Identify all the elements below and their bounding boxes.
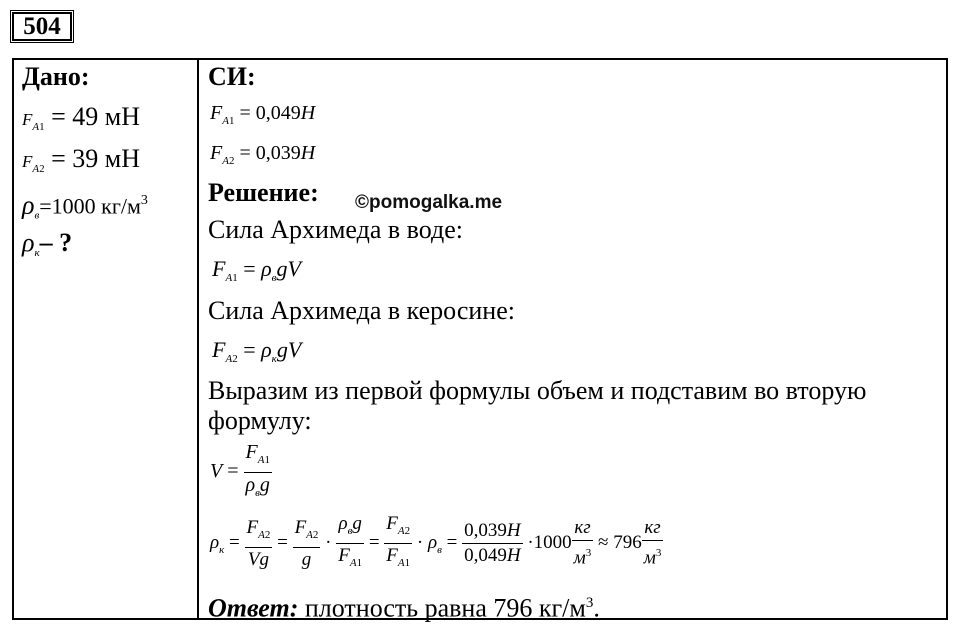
given-rho-water: $\rho_в=1000$ $кг/м^3$ [22,190,148,222]
si-fa1-value: = 0,049 [239,102,301,124]
solution-heading: Решение: [208,178,319,207]
column-divider [197,58,199,620]
given-rho-kerosene-value: – ? [39,228,73,257]
solution-line-formula: формулу: [208,406,312,435]
given-heading: Дано: [22,62,90,91]
si-fa2: $F_{A2} = 0,039H$ [210,142,316,167]
si-fa2-value: = 0,039 [239,142,301,164]
given-rho-water-exp: 3 [140,193,148,208]
answer-text: плотность равна 796 кг/м [298,593,586,623]
si-fa2-unit: H [300,142,316,164]
answer-end: . [593,593,600,623]
given-rho-water-value: =1000 кг/м [39,193,141,219]
formula-fa2: $F_{A2} = \rho_кgV$ [212,337,302,365]
given-fa1: $F_A1 = 49$ мН [22,102,141,133]
formula-rho-kerosene: $\rho_к$ = $\frac{F_{A2}}{Vg}$ = $\frac{F_{A2}}{g}$ · $\frac{\rho_вg}{F_{A1}}$ = $\frac{F_{A2}}{F_{A1}}$ · $\rho_в$ = $\frac{0,039H}{0,049H}$ ·1000 $\frac{кг}{м^3}$ ≈ 796 $\frac{кг}{м^3}$ [210,513,662,570]
formula-volume: V = $\frac{F_{A1}}{\rho_вg}$ [210,441,270,499]
given-fa2: $F_A2 = 39$ мН [22,144,141,175]
solution-line-water: Сила Архимеда в воде: [208,215,463,244]
problem-number: 504 [12,12,72,41]
answer-line [208,588,600,624]
formula-fa1: $F_{A1} = \rho_вgV$ [212,256,301,284]
si-heading: СИ: [208,62,256,91]
answer-label: Ответ: [208,593,299,623]
given-fa1-value: = 49 мН [51,102,141,131]
si-fa1-unit: H [300,102,316,124]
solution-line-express: Выразим из первой формулы объем и подставим во вторую [208,376,867,405]
si-fa1: $F_{A1} = 0,049H$ [210,102,316,127]
answer-exp: 3 [585,595,594,611]
watermark: ©pomogalka.me [355,192,503,213]
solution-line-kerosene: Сила Архимеда в керосине: [208,296,515,325]
given-fa2-value: = 39 мН [51,144,141,173]
given-rho-kerosene: $\rho_к-$ ? [22,228,73,259]
